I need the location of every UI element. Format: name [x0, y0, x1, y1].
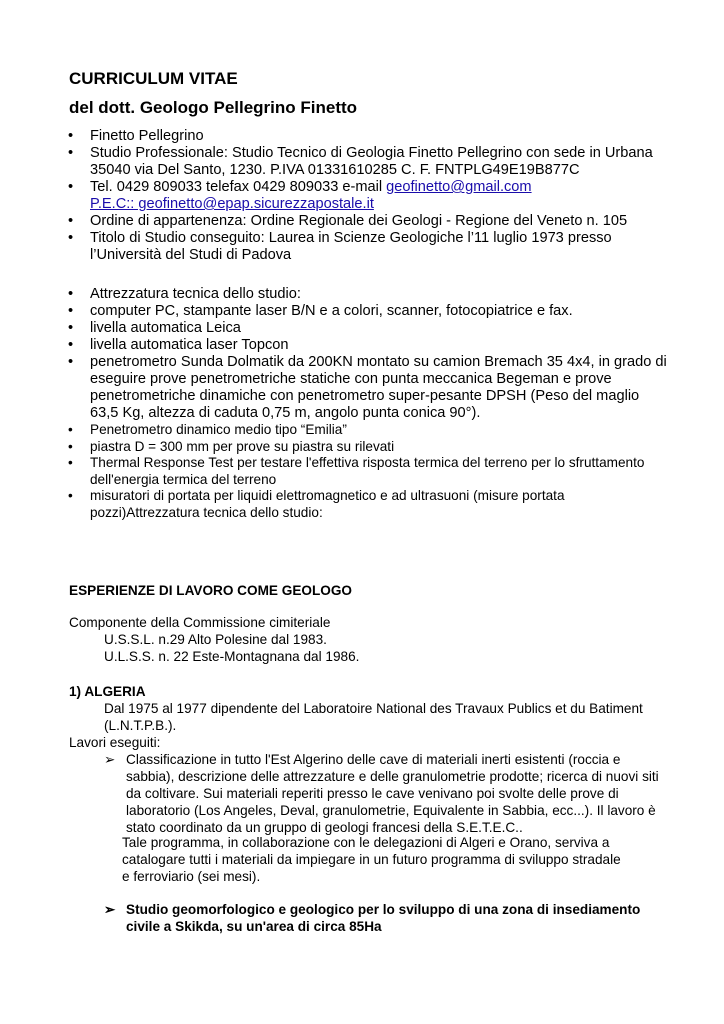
commission-label: Componente della Commissione cimiteriale [69, 615, 331, 630]
equipment-item: • Thermal Response Test per testare l'effettiva risposta termica del terreno per lo sfruttamento dell'energia termica del terreno [68, 455, 668, 488]
equipment-item: • computer PC, stampante laser B/N e a colori, scanner, fotocopiatrice e fax. [68, 303, 668, 320]
experience-heading: ESPERIENZE DI LAVORO COME GEOLOGO [69, 583, 352, 598]
work-item-text: Studio geomorfologico e geologico per lo sviluppo di una zona di insediamento civile a Skikda, su un'area di circa 85Ha [126, 902, 641, 934]
equipment-item: • livella automatica laser Topcon [68, 337, 668, 354]
algeria-period: Dal 1975 al 1977 dipendente del Laboratoire National des Travaux Publics et du Batiment (L.N.T.P.B.). [104, 701, 643, 733]
commission-item: U.S.S.L. n.29 Alto Polesine dal 1983. [104, 632, 327, 647]
info-order: • Ordine di appartenenza: Ordine Regionale dei Geologi - Regione del Veneto n. 105 [68, 213, 668, 230]
arrow-bullet-icon: ➢ [104, 902, 116, 917]
info-name: • Finetto Pellegrino [68, 128, 668, 145]
work-item-text: Classificazione in tutto l'Est Algerino delle cave di materiali inerti esistenti (roccia e sabbia), descrizione delle attrezzature e delle granulometrie prodotte; ricerca di nuovi siti da coltivare. Sui materiali reperiti presso le cave venivano poi svolte delle prove di laboratorio (Los Angeles, Deval, granulometrie, Equivalente in Sabbia, ecc...). Il lavoro è stato coordinato da un gruppo di geologi francesi della S.E.T.E.C.. [126, 752, 659, 835]
equipment-item: • Attrezzatura tecnica dello studio: [68, 286, 668, 303]
work-item [104, 901, 644, 935]
algeria-heading: 1) ALGERIA [69, 684, 146, 699]
email-link[interactable]: geofinetto@gmail.com [386, 179, 532, 195]
info-studio: • Studio Professionale: Studio Tecnico di Geologia Finetto Pellegrino con sede in Urbana 35040 via Del Santo, 1230. P.IVA 01331610285 C. F. FNTPLG49E19B877C [68, 145, 668, 179]
equipment-item: • piastra D = 300 mm per prove su piastra su rilevati [68, 439, 668, 456]
equipment-item: • penetrometro Sunda Dolmatik da 200KN montato su camion Bremach 35 4x4, in grado di eseguire prove penetrometriche statiche con punta meccanica Begeman e prove penetrometriche dinamiche con penetrometro super-pesante DPSH (Peso del maglio 63,5 Kg, altezza di caduta 0,75 m, angolo punta conica 90°). [68, 354, 668, 422]
works-list-2 [104, 901, 644, 935]
commission-item: U.L.S.S. n. 22 Este-Montagnana dal 1986. [104, 649, 360, 664]
works-label: Lavori eseguiti: [69, 735, 161, 750]
document-subtitle: del dott. Geologo Pellegrino Finetto [69, 98, 358, 117]
equipment-item: • misuratori di portata per liquidi elettromagnetico e ad ultrasuoni (misure portata pozzi)Attrezzatura tecnica dello studio: [68, 488, 668, 521]
arrow-bullet-icon: ➢ [104, 752, 116, 767]
document-title: CURRICULUM VITAE [69, 69, 238, 88]
contacts-text: Tel. 0429 809033 telefax 0429 809033 e-mail [90, 179, 387, 195]
work-item [104, 751, 660, 836]
info-contacts [68, 179, 668, 213]
info-degree: • Titolo di Studio conseguito: Laurea in Scienze Geologiche l’11 luglio 1973 presso l’Università del Studi di Padova [68, 230, 668, 264]
pec-link[interactable]: P.E.C:: geofinetto@epap.sicurezzapostale.it [90, 196, 374, 212]
equipment-list [68, 286, 668, 521]
equipment-item: • Penetrometro dinamico medio tipo “Emilia” [68, 422, 668, 439]
equipment-item: • livella automatica Leica [68, 320, 668, 337]
works-list-1 [104, 751, 660, 836]
personal-info-list [68, 128, 668, 264]
work-note: Tale programma, in collaborazione con le delegazioni di Algeri e Orano, serviva a catalogare tutti i materiali da impiegare in un futuro programma di sviluppo stradale e ferroviario (sei mesi). [122, 835, 621, 884]
